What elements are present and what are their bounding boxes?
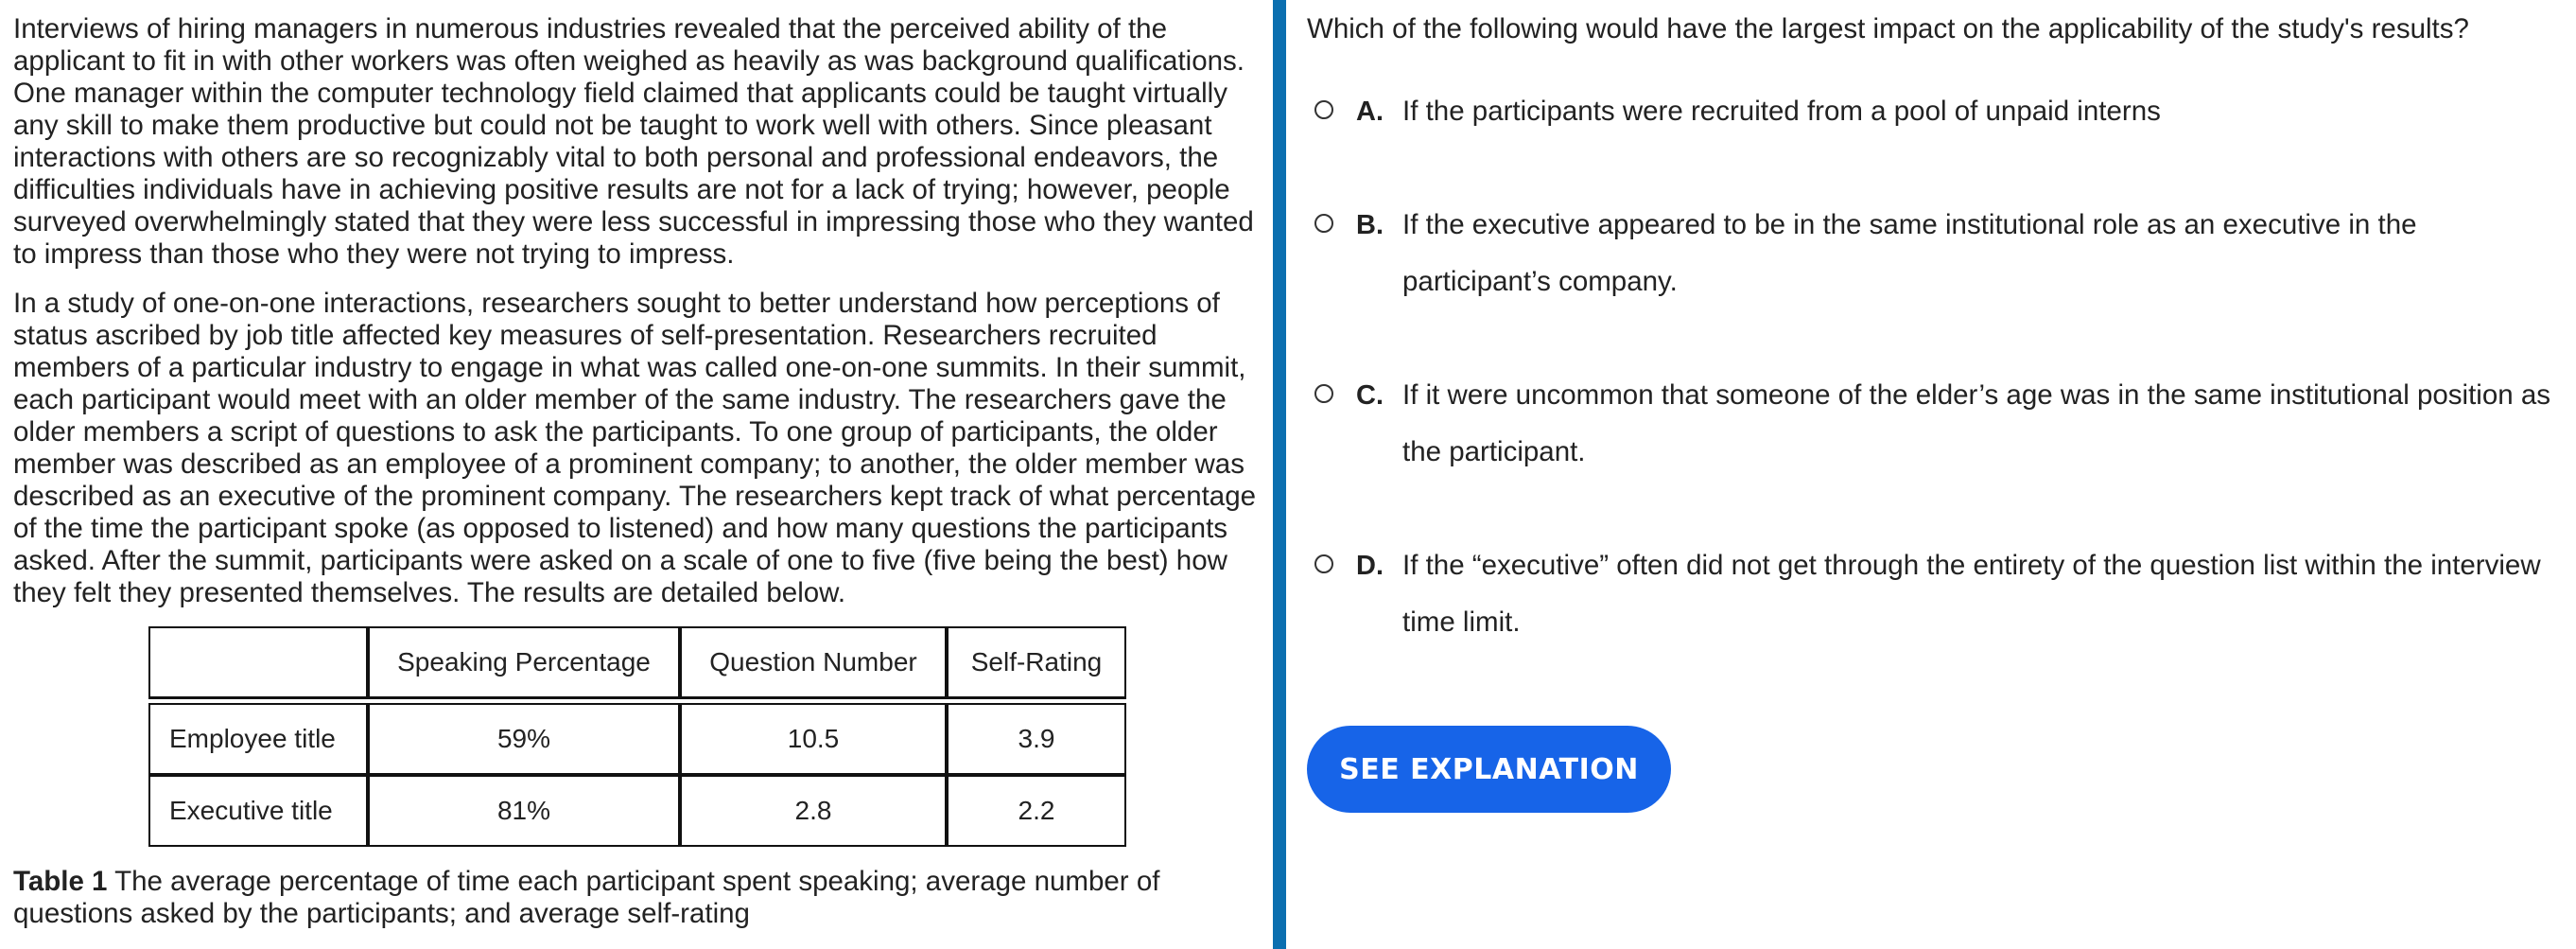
option-letter: D.: [1356, 551, 1384, 581]
table-row: [148, 703, 1126, 775]
table-cell: 2.8: [680, 775, 947, 847]
answer-option-b[interactable]: [1307, 197, 2565, 310]
results-table-container: [148, 626, 1272, 847]
question-stem: Which of the following would have the largest impact on the applicability of the study's results?: [1307, 13, 2469, 44]
table-cell: 81%: [368, 775, 680, 847]
passage-pane: [0, 0, 1272, 949]
pane-divider[interactable]: [1273, 0, 1286, 949]
passage-paragraph-1: Interviews of hiring managers in numerous industries revealed that the perceived ability of the applicant to fit in with other workers was often weighed as heavily as was background qualifications. One manager within the computer technology field claimed that applicants could be taught virtually any skill to make them productive but could not be taught to work well with others. Since pleasant interactions with others are so recognizably vital to both personal and professional endeavors, the difficulties individuals have in achieving positive results are not for a lack of trying; however, people surveyed overwhelmingly stated that they were less successful in impressing those who they wanted to impress than those who they were not trying to impress.: [13, 13, 1254, 270]
passage-paragraph-2: In a study of one-on-one interactions, researchers sought to better understand how perceptions of status ascribed by job title affected key measures of self-presentation. Researchers recruited members of a particular industry to engage in what was called one-on-one summits. In their summit, each participant would meet with an older member of the same industry. The researchers gave the older members a script of questions to ask the participants. To one group of participants, the older member was described as an employee of a prominent company; to another, the older member was described as an executive of the prominent company. The researchers kept track of what percentage of the time the participant spoke (as opposed to listened) and how many questions the participants asked. After the summit, participants were asked on a scale of one to five (five being the best) how they felt they presented themselves. The results are detailed below.: [13, 288, 1257, 608]
results-table: [148, 626, 1126, 847]
table-header-speaking: Speaking Percentage: [368, 626, 680, 699]
option-text: If the “executive” often did not get through the entirety of the question list within the interview time limit.: [1402, 550, 2541, 638]
option-letter: B.: [1356, 210, 1384, 240]
question-pane: [1307, 0, 2565, 949]
answer-option-c[interactable]: [1307, 367, 2565, 481]
table-cell-label: Executive title: [148, 775, 368, 847]
option-text: If it were uncommon that someone of the elder’s age was in the same institutional position as the participant.: [1402, 379, 2550, 467]
option-letter: A.: [1356, 97, 1384, 127]
table-caption-text: The average percentage of time each participant spent speaking; average number of questions asked by the participants; and average self-rating: [13, 866, 1160, 929]
radio-button-icon[interactable]: [1314, 384, 1333, 403]
table-cell: 3.9: [947, 703, 1126, 775]
table-row: [148, 775, 1126, 847]
radio-button-icon[interactable]: [1314, 100, 1333, 119]
table-cell: 2.2: [947, 775, 1126, 847]
radio-button-icon[interactable]: [1314, 214, 1333, 233]
table-cell: 10.5: [680, 703, 947, 775]
table-cell: 59%: [368, 703, 680, 775]
answer-option-a[interactable]: [1307, 83, 2565, 140]
table-caption: [13, 866, 1243, 930]
see-explanation-button[interactable]: SEE EXPLANATION: [1307, 726, 1671, 813]
table-header-row: [148, 626, 1126, 699]
answer-option-d[interactable]: [1307, 537, 2565, 651]
option-text: If the executive appeared to be in the same institutional role as an executive in the participant’s company.: [1402, 209, 2417, 297]
table-header-questions: Question Number: [680, 626, 947, 699]
table-header-empty: [148, 626, 368, 699]
table-caption-label: Table 1: [13, 866, 108, 897]
option-text: If the participants were recruited from a pool of unpaid interns: [1402, 96, 2161, 127]
table-header-rating: Self-Rating: [947, 626, 1126, 699]
radio-button-icon[interactable]: [1314, 554, 1333, 573]
table-cell-label: Employee title: [148, 703, 368, 775]
option-letter: C.: [1356, 380, 1384, 411]
